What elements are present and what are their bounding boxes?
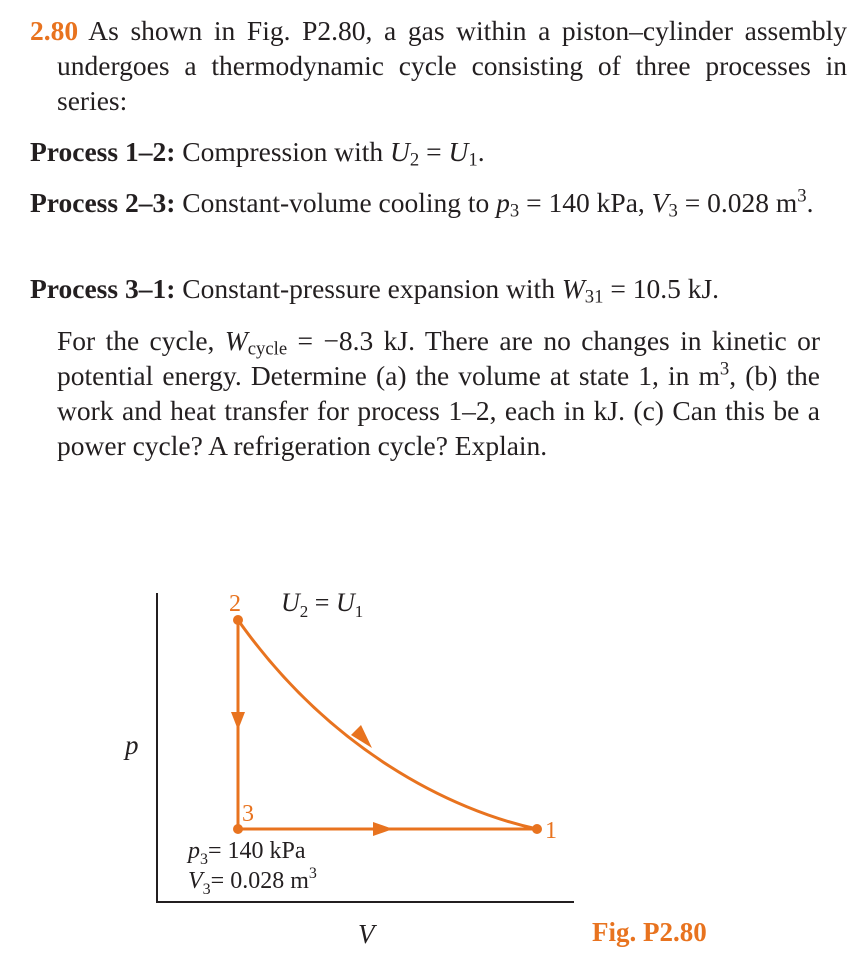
process-1-2-text: Compression with — [182, 136, 384, 167]
process-3-1-label: Process 3–1: — [30, 273, 176, 304]
question-text-1: There are no changes in kinetic or potential energy. Determine (a) the volume at state 1, in m — [57, 325, 821, 391]
process-2-3-label: Process 2–3: — [30, 187, 176, 218]
problem-intro-text: As shown in Fig. P2.80, a gas within a piston–cylinder assembly undergoes a thermodynamic cycle consisting of three processes in series: — [57, 15, 847, 116]
process-2-3-text: Constant-volume cooling to — [182, 187, 490, 218]
cycle-intro: For the cycle, — [57, 325, 215, 356]
process-2-3: Process 2–3: Constant-volume cooling to $p_3 = 140$ kPa, $V_3 = 0.028$ $m^3$. — [30, 185, 814, 222]
process-1-2-curve — [238, 620, 537, 829]
state-3-label: 3 — [242, 801, 254, 827]
p-axis-label: p — [125, 730, 139, 760]
p3-annotation: $p_3= 140$ kPa — [188, 838, 306, 868]
problem-number: 2.80 — [30, 15, 79, 46]
process-1-2-label: Process 1–2: — [30, 136, 176, 167]
v3-annotation: $V_3= 0.028$ $m^3$ — [188, 865, 317, 898]
state-2-label: 2 — [229, 591, 241, 617]
v-axis-label: V — [358, 919, 375, 949]
process-3-1: Process 3–1: Constant-pressure expansion with $W_{31} = 10.5$ kJ. — [30, 273, 720, 308]
question-text-2: , (b) the work and heat transfer for process 1–2, each in kJ. (c) Can this be a power cycle? A refrigeration cycle? Explain. — [57, 360, 820, 461]
question-block: For the cycle, $W_{cycle} = -8.3$ kJ. There are no changes in kinetic or potential energy. Determine (a) the volume at state 1, in $m^3$, (b) the work and heat transfer for process 1–2, each in kJ. (c) Can this be a power cycle? A refrigeration cycle? Explain. — [57, 325, 821, 461]
v3-value: 0.028 m — [707, 187, 798, 218]
p3-value: 140 kPa — [548, 187, 638, 218]
w31-value: 10.5 kJ. — [632, 273, 720, 304]
process-3-1-arrow — [373, 822, 393, 836]
process-1-2-arrow — [351, 725, 372, 748]
state-1-point — [532, 824, 542, 834]
wcycle-value: −8.3 kJ. — [323, 325, 416, 356]
figure-caption: Fig. P2.80 — [592, 917, 707, 947]
state-1-label: 1 — [545, 818, 557, 844]
process-2-3-arrow — [231, 712, 245, 730]
u-equality-note: $U_2 = U_1$ — [281, 588, 364, 621]
process-3-1-text: Constant-pressure expansion with — [182, 273, 555, 304]
process-1-2: Process 1–2: Compression with $U_2 = U_1$. — [30, 136, 485, 171]
